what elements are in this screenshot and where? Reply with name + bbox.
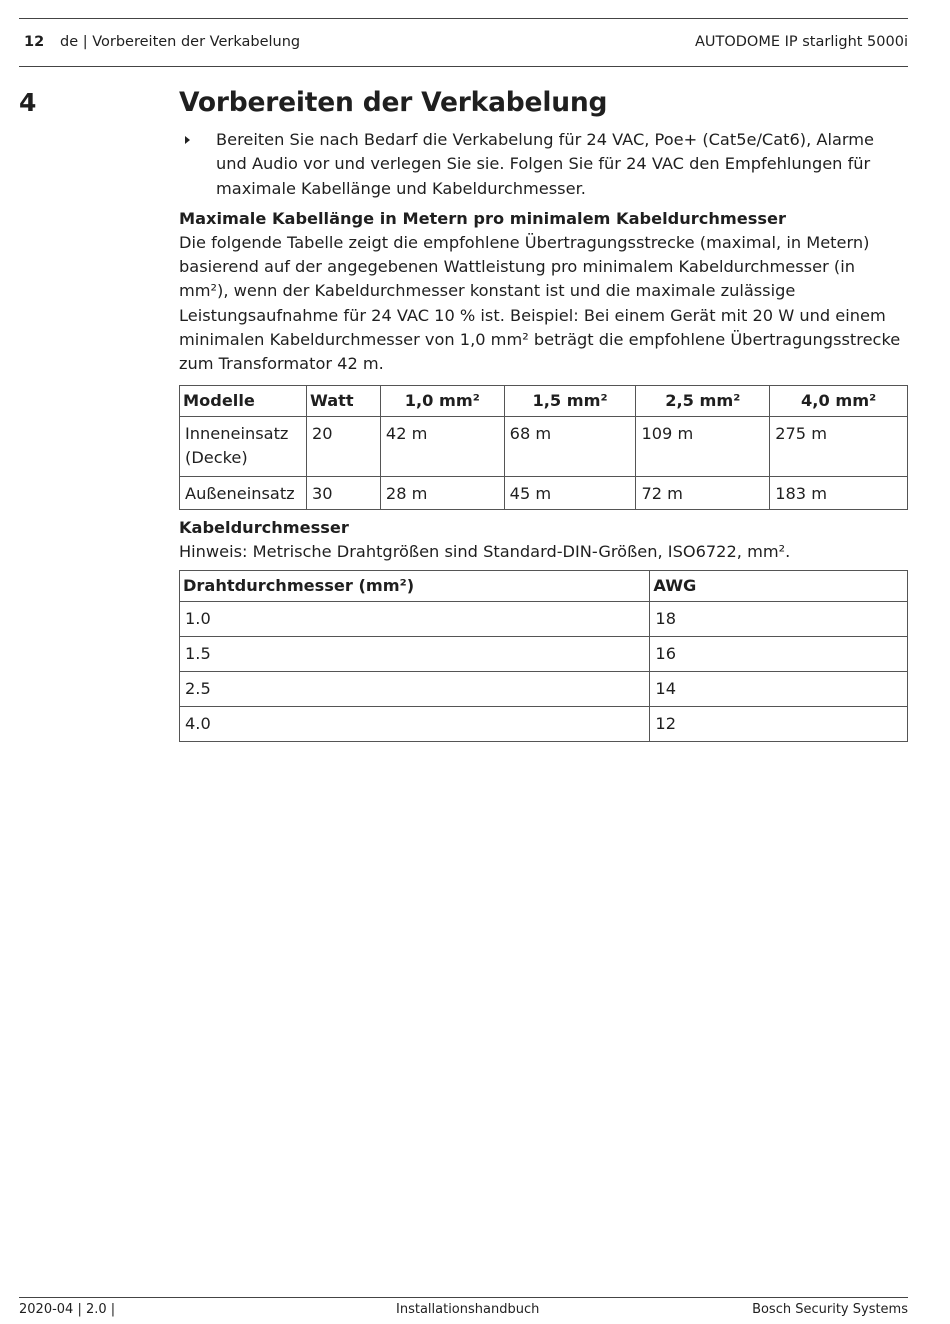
table-cell: 68 m xyxy=(504,416,636,476)
chapter-number: 4 xyxy=(19,88,37,117)
table-cell: 72 m xyxy=(636,476,770,509)
table-cell: Inneneinsatz (Decke) xyxy=(180,416,307,476)
footer-version: 2020-04 | 2.0 | xyxy=(19,1302,116,1317)
table-cell: 2.5 xyxy=(180,672,650,707)
section-heading-cable-length: Maximale Kabellänge in Metern pro minimalem Kabeldurchmesser xyxy=(179,208,786,228)
table-cell: 1.5 xyxy=(180,637,650,672)
footer-document-type: Installationshandbuch xyxy=(396,1302,540,1317)
header-product: AUTODOME IP starlight 5000i xyxy=(694,34,908,50)
table-cell: 18 xyxy=(650,602,908,637)
table-header-cell: 1,5 mm² xyxy=(504,385,636,416)
table-row xyxy=(180,416,908,476)
table-cell: 275 m xyxy=(770,416,908,476)
table-row xyxy=(180,672,908,707)
header-bottom-rule xyxy=(19,66,908,67)
table-header-cell: 1,0 mm² xyxy=(380,385,504,416)
table-cell: Außeneinsatz xyxy=(180,476,307,509)
table-header-cell: 4,0 mm² xyxy=(770,385,908,416)
table-cell: 1.0 xyxy=(180,602,650,637)
table-header-row xyxy=(180,385,908,416)
table-cell: 45 m xyxy=(504,476,636,509)
table-cell: 183 m xyxy=(770,476,908,509)
section-note-wire-size: Hinweis: Metrische Drahtgrößen sind Standard-DIN-Größen, ISO6722, mm². xyxy=(179,541,791,561)
table-row xyxy=(180,476,908,509)
header-top-rule xyxy=(19,18,908,19)
table-cell: 4.0 xyxy=(180,707,650,742)
table-row xyxy=(180,637,908,672)
header-section: de | Vorbereiten der Verkabelung xyxy=(60,34,301,50)
footer-rule xyxy=(19,1297,908,1298)
table-header-row xyxy=(180,571,908,602)
section-paragraph-cable-length: Die folgende Tabelle zeigt die empfohlene Übertragungsstrecke (maximal, in Metern) basierend auf der angegebenen Wattleistung pro minimalem Kabeldurchmesser (in mm²), wenn der Kabeldurchmesser konstant ist und die maximale zulässige Leistungsaufnahme für 24 VAC 10 % ist. Beispiel: Bei einem Gerät mit 20 W und einem minimalen Kabeldurchmesser von 1,0 mm² beträgt die empfohlene Übertragungsstrecke zum Transformator 42 m. xyxy=(179,232,901,374)
chapter-title: Vorbereiten der Verkabelung xyxy=(179,87,608,118)
table-cell: 109 m xyxy=(636,416,770,476)
section-heading-wire-size: Kabeldurchmesser xyxy=(179,517,349,537)
table-cell: 16 xyxy=(650,637,908,672)
bullet-arrow-icon xyxy=(185,136,190,144)
bullet-text: Bereiten Sie nach Bedarf die Verkabelung für 24 VAC, Poe+ (Cat5e/Cat6), Alarme und Audio vor und verlegen Sie sie. Folgen Sie für 24 VAC den Empfehlungen für maximale Kabellänge und Kabeldurchmesser. xyxy=(216,130,874,198)
page-header xyxy=(19,30,908,54)
table-header-cell: 2,5 mm² xyxy=(636,385,770,416)
bullet-item xyxy=(179,128,908,201)
page-number: 12 xyxy=(24,34,45,50)
table-row xyxy=(180,707,908,742)
wire-size-table xyxy=(179,570,908,742)
table-cell: 42 m xyxy=(380,416,504,476)
table-header-cell: Watt xyxy=(306,385,380,416)
table-cell: 20 xyxy=(306,416,380,476)
table-header-cell: AWG xyxy=(650,571,908,602)
cable-length-table xyxy=(179,385,908,510)
table-header-cell: Drahtdurchmesser (mm²) xyxy=(180,571,650,602)
main-content xyxy=(179,86,908,742)
table-cell: 14 xyxy=(650,672,908,707)
table-cell: 28 m xyxy=(380,476,504,509)
table-cell: 12 xyxy=(650,707,908,742)
table-cell: 30 xyxy=(306,476,380,509)
footer-company: Bosch Security Systems xyxy=(752,1302,908,1317)
table-header-cell: Modelle xyxy=(180,385,307,416)
table-row xyxy=(180,602,908,637)
